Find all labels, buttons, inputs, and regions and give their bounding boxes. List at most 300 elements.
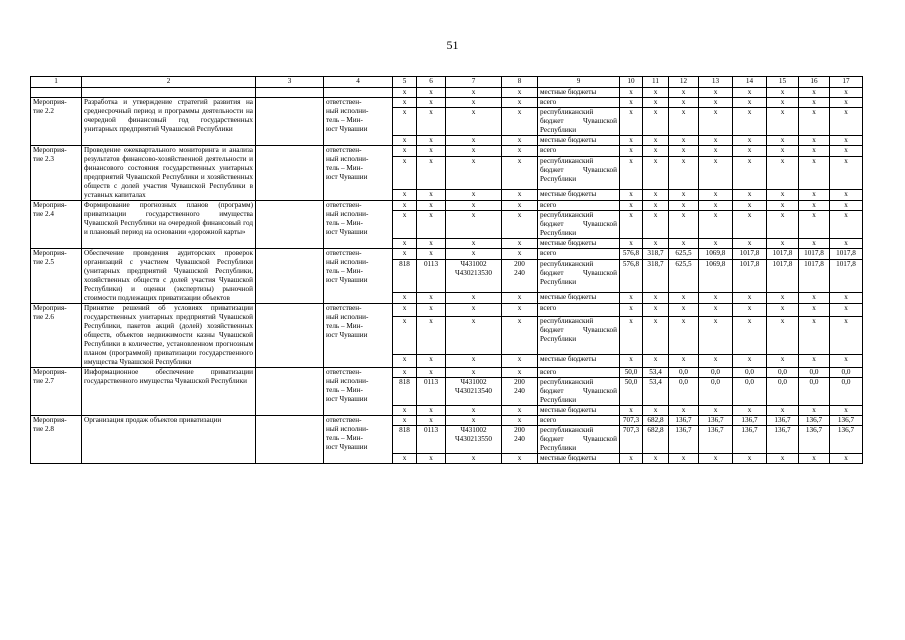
responsible-cell: ответствен- ный исполни- тель – Мин- юст Чувашии [324,201,393,249]
value-cell: x [767,239,799,249]
column-header: 1 [31,77,82,88]
grbs-code-cell: x [393,157,417,189]
target-article-cell: x [446,146,502,157]
expense-type-cell: x [502,239,538,249]
value-cell: 136,7 [699,426,733,454]
section-code-cell: 0113 [417,378,446,406]
value-cell: 0,0 [669,368,699,378]
grbs-code-cell: x [393,292,417,303]
participant-cell [256,146,324,201]
value-cell: x [669,317,699,354]
continuation-row [31,88,863,98]
expense-type-cell: x [502,136,538,146]
value-cell: x [799,239,830,249]
target-article-cell: x [446,416,502,426]
value-cell: x [669,98,699,108]
value-cell: 1017,8 [767,260,799,292]
value-cell: 0,0 [830,368,863,378]
value-cell: x [767,454,799,464]
column-header: 6 [417,77,446,88]
value-cell: x [830,239,863,249]
value-cell: x [643,354,669,367]
column-header: 16 [799,77,830,88]
expense-type-cell: x [502,98,538,108]
measure-id-cell: Мероприя- тие 2.8 [31,416,82,464]
value-cell: x [669,136,699,146]
value-cell: x [767,157,799,189]
value-cell: x [669,292,699,303]
value-cell: x [733,454,767,464]
value-cell: x [620,211,643,239]
expense-type-cell: x [502,157,538,189]
value-cell: 318,7 [643,260,669,292]
grbs-code-cell: 818 [393,378,417,406]
section-code-cell: x [417,189,446,200]
table-row [31,249,863,260]
value-cell: 1017,8 [830,249,863,260]
value-cell: x [699,157,733,189]
value-cell: x [733,292,767,303]
value-cell: x [669,157,699,189]
column-header: 13 [699,77,733,88]
measure-name-cell: Проведение ежеквартального мониторинга и анализа результатов финансово-хозяйственной деятельности и финансового состояния государственных унитарных предприятий Чувашской Республики и хозяйственных обществ с долей участия Чувашской Республики в уставных капиталах [82,146,256,201]
value-cell: x [830,292,863,303]
value-cell: x [643,317,669,354]
budget-source-cell: всего [538,201,620,211]
value-cell: 0,0 [669,378,699,406]
value-cell: x [733,108,767,136]
value-cell: x [669,239,699,249]
measure-name-cell: Формирование прогнозных планов (программ) приватизации государственного имущества Чувашской Республики на очередной финансовый год и плановый период на основании «дорожной карты» [82,201,256,249]
budget-source-cell: местные бюджеты [538,136,620,146]
target-article-cell: x [446,317,502,354]
value-cell: x [620,189,643,200]
value-cell: 136,7 [830,426,863,454]
participant-cell [256,98,324,146]
value-cell: x [733,136,767,146]
participant-cell [256,304,324,368]
value-cell: 50,0 [620,368,643,378]
budget-source-cell: республиканский бюджет Чувашской Республики [538,260,620,292]
value-cell: x [643,406,669,416]
expense-type-cell: x [502,368,538,378]
budget-source-cell: местные бюджеты [538,88,620,98]
grbs-code-cell: x [393,406,417,416]
value-cell: 0,0 [699,368,733,378]
value-cell: 0,0 [767,378,799,406]
value-cell: x [643,157,669,189]
value-cell: x [643,211,669,239]
value-cell: x [699,211,733,239]
target-article-cell: x [446,304,502,317]
value-cell: x [699,98,733,108]
value-cell: x [767,292,799,303]
value-cell: x [799,454,830,464]
budget-source-cell: республиканский бюджет Чувашской Республики [538,317,620,354]
section-code-cell: x [417,201,446,211]
value-cell: 136,7 [669,426,699,454]
value-cell: x [733,317,767,354]
responsible-cell: ответствен- ный исполни- тель – Мин- юст Чувашии [324,98,393,146]
column-number-row [31,77,863,88]
code-cell: x [393,88,417,98]
value-cell: x [733,88,767,98]
value-cell: x [830,201,863,211]
value-cell: x [799,136,830,146]
value-cell: x [767,304,799,317]
value-cell: x [620,88,643,98]
measure-id-cell: Мероприя- тие 2.3 [31,146,82,201]
value-cell: x [799,88,830,98]
value-cell: 50,0 [620,378,643,406]
target-article-cell: Ч431002 Ч430213540 [446,378,502,406]
table-row [31,201,863,211]
participant-cell [256,201,324,249]
value-cell: x [830,211,863,239]
column-header: 7 [446,77,502,88]
page-number: 51 [446,38,459,52]
section-code-cell: x [417,304,446,317]
section-code-cell: x [417,98,446,108]
responsible-cell: ответствен- ный исполни- тель – Мин- юст Чувашии [324,416,393,464]
value-cell: x [799,317,830,354]
value-cell: x [799,354,830,367]
grbs-code-cell: x [393,416,417,426]
value-cell: x [830,354,863,367]
value-cell: x [643,136,669,146]
budget-source-cell: местные бюджеты [538,292,620,303]
responsible-cell: ответствен- ный исполни- тель – Мин- юст Чувашии [324,146,393,201]
table-row [31,146,863,157]
value-cell: 625,5 [669,260,699,292]
responsible-cell: ответствен- ный исполни- тель – Мин- юст Чувашии [324,304,393,368]
expense-type-cell: x [502,354,538,367]
table-row [31,304,863,317]
section-code-cell: x [417,368,446,378]
value-cell: 682,8 [643,426,669,454]
value-cell: x [767,146,799,157]
value-cell: 707,3 [620,416,643,426]
measure-id-cell: Мероприя- тие 2.5 [31,249,82,304]
expense-type-cell: x [502,201,538,211]
value-cell: 0,0 [799,368,830,378]
value-cell: 136,7 [767,426,799,454]
value-cell: x [767,201,799,211]
value-cell: 682,8 [643,416,669,426]
section-code-cell: x [417,406,446,416]
value-cell: 1017,8 [799,249,830,260]
value-cell: x [733,201,767,211]
section-code-cell: x [417,146,446,157]
target-article-cell: x [446,136,502,146]
value-cell: x [620,108,643,136]
budget-source-cell: местные бюджеты [538,239,620,249]
section-code-cell: x [417,239,446,249]
budget-source-cell: местные бюджеты [538,406,620,416]
value-cell: x [733,211,767,239]
table-row [31,416,863,426]
budget-source-cell: республиканский бюджет Чувашской Республики [538,157,620,189]
grbs-code-cell: x [393,189,417,200]
grbs-code-cell: x [393,239,417,249]
value-cell: 53,4 [643,378,669,406]
value-cell: 136,7 [767,416,799,426]
budget-source-cell: республиканский бюджет Чувашской Республики [538,108,620,136]
section-code-cell: x [417,108,446,136]
value-cell: 136,7 [799,416,830,426]
grbs-code-cell: x [393,201,417,211]
grbs-code-cell: x [393,304,417,317]
value-cell: 576,8 [620,249,643,260]
value-cell: x [799,189,830,200]
value-cell: x [669,354,699,367]
value-cell: x [830,454,863,464]
value-cell: x [799,292,830,303]
value-cell: 1017,8 [733,249,767,260]
cell-empty [82,88,256,98]
target-article-cell: x [446,249,502,260]
value-cell: x [767,189,799,200]
grbs-code-cell: x [393,454,417,464]
value-cell: x [767,317,799,354]
cell-empty [31,88,82,98]
column-header: 3 [256,77,324,88]
target-article-cell: x [446,354,502,367]
target-article-cell: x [446,292,502,303]
value-cell: 136,7 [830,416,863,426]
value-cell: x [830,136,863,146]
value-cell: x [830,317,863,354]
grbs-code-cell: x [393,211,417,239]
section-code-cell: x [417,211,446,239]
value-cell: x [799,98,830,108]
section-code-cell: x [417,249,446,260]
target-article-cell: x [446,454,502,464]
value-cell: x [830,406,863,416]
grbs-code-cell: x [393,136,417,146]
participant-cell [256,368,324,416]
value-cell: 136,7 [733,426,767,454]
value-cell: 0,0 [699,378,733,406]
value-cell: x [669,108,699,136]
measure-name-cell: Обеспечение проведения аудиторских проверок организаций с участием Чувашской Республики (унитарных предприятий Чувашской Республики, хозяйственных обществ с долей участия Чувашской Республики) и оценки (экспертизы) рыночной стоимости подлежащих приватизации объектов [82,249,256,304]
table-row [31,368,863,378]
value-cell: x [799,201,830,211]
value-cell: 1017,8 [830,260,863,292]
expense-type-cell: x [502,317,538,354]
value-cell: x [669,454,699,464]
expense-type-cell: 200 240 [502,260,538,292]
value-cell: x [620,201,643,211]
budget-source-cell: республиканский бюджет Чувашской Республики [538,378,620,406]
value-cell: x [620,292,643,303]
value-cell: x [733,304,767,317]
value-cell: x [643,88,669,98]
value-cell: 318,7 [643,249,669,260]
value-cell: 1017,8 [767,249,799,260]
target-article-cell: x [446,189,502,200]
value-cell: x [620,239,643,249]
column-header: 10 [620,77,643,88]
value-cell: 136,7 [733,416,767,426]
expense-type-cell: x [502,406,538,416]
budget-source-cell: местные бюджеты [538,454,620,464]
target-article-cell: Ч431002 Ч430213530 [446,260,502,292]
value-cell: 136,7 [699,416,733,426]
value-cell: x [767,136,799,146]
value-cell: x [767,88,799,98]
column-header: 8 [502,77,538,88]
value-cell: x [643,201,669,211]
expense-type-cell: x [502,108,538,136]
cell-empty [256,88,324,98]
value-cell: 53,4 [643,368,669,378]
target-article-cell: x [446,157,502,189]
value-cell: x [733,157,767,189]
section-code-cell: 0113 [417,426,446,454]
value-cell: x [799,406,830,416]
value-cell: x [669,189,699,200]
program-table [30,76,863,464]
value-cell: x [699,146,733,157]
value-cell: 0,0 [799,378,830,406]
expense-type-cell: x [502,416,538,426]
value-cell: x [767,354,799,367]
grbs-code-cell: x [393,317,417,354]
target-article-cell: x [446,98,502,108]
participant-cell [256,416,324,464]
value-cell: x [643,146,669,157]
measure-name-cell: Организация продаж объектов приватизации [82,416,256,464]
value-cell: x [643,292,669,303]
value-cell: x [767,211,799,239]
value-cell: x [669,211,699,239]
budget-source-cell: всего [538,249,620,260]
budget-source-cell: местные бюджеты [538,354,620,367]
measure-id-cell: Мероприя- тие 2.2 [31,98,82,146]
value-cell: x [767,108,799,136]
code-cell: x [446,88,502,98]
value-cell: 625,5 [669,249,699,260]
cell-empty [324,88,393,98]
column-header: 15 [767,77,799,88]
column-header: 4 [324,77,393,88]
budget-source-cell: местные бюджеты [538,189,620,200]
grbs-code-cell: x [393,249,417,260]
target-article-cell: x [446,239,502,249]
column-header: 5 [393,77,417,88]
budget-source-cell: республиканский бюджет Чувашской Республики [538,211,620,239]
value-cell: x [669,146,699,157]
section-code-cell: x [417,136,446,146]
expense-type-cell: x [502,292,538,303]
value-cell: x [733,98,767,108]
value-cell: x [799,146,830,157]
value-cell: x [830,98,863,108]
value-cell: x [620,146,643,157]
budget-source-cell: всего [538,368,620,378]
section-code-cell: x [417,354,446,367]
value-cell: x [669,88,699,98]
value-cell: 1017,8 [799,260,830,292]
value-cell: x [643,98,669,108]
column-header: 12 [669,77,699,88]
value-cell: x [799,211,830,239]
expense-type-cell: x [502,249,538,260]
value-cell: x [699,292,733,303]
table-row [31,98,863,108]
expense-type-cell: x [502,146,538,157]
section-code-cell: x [417,292,446,303]
value-cell: 0,0 [767,368,799,378]
column-header: 2 [82,77,256,88]
responsible-cell: ответствен- ный исполни- тель – Мин- юст Чувашии [324,249,393,304]
value-cell: x [767,98,799,108]
value-cell: x [830,146,863,157]
budget-source-cell: всего [538,416,620,426]
expense-type-cell: 200 240 [502,378,538,406]
grbs-code-cell: 818 [393,426,417,454]
value-cell: x [699,304,733,317]
target-article-cell: Ч431002 Ч430213550 [446,426,502,454]
grbs-code-cell: x [393,368,417,378]
value-cell: x [699,454,733,464]
section-code-cell: x [417,157,446,189]
value-cell: x [699,239,733,249]
value-cell: 1069,8 [699,249,733,260]
value-cell: x [699,136,733,146]
value-cell: x [830,88,863,98]
grbs-code-cell: x [393,108,417,136]
value-cell: 576,8 [620,260,643,292]
table-body [31,77,863,464]
value-cell: x [733,146,767,157]
value-cell: 0,0 [733,368,767,378]
value-cell: x [620,98,643,108]
grbs-code-cell: x [393,354,417,367]
grbs-code-cell: 818 [393,260,417,292]
budget-source-cell: всего [538,98,620,108]
section-code-cell: 0113 [417,260,446,292]
expense-type-cell: x [502,454,538,464]
expense-type-cell: x [502,211,538,239]
value-cell: x [699,406,733,416]
value-cell: x [620,406,643,416]
value-cell: x [669,201,699,211]
budget-source-cell: всего [538,304,620,317]
value-cell: x [643,189,669,200]
target-article-cell: x [446,201,502,211]
value-cell: 136,7 [799,426,830,454]
value-cell: x [643,454,669,464]
responsible-cell: ответствен- ный исполни- тель – Мин- юст Чувашии [324,368,393,416]
value-cell: 707,3 [620,426,643,454]
value-cell: x [669,304,699,317]
grbs-code-cell: x [393,98,417,108]
measure-name-cell: Информационное обеспечение приватизации государственного имущества Чувашской Республики [82,368,256,416]
value-cell: x [733,354,767,367]
budget-source-cell: всего [538,146,620,157]
value-cell: x [620,157,643,189]
value-cell: x [733,239,767,249]
measure-name-cell: Разработка и утверждение стратегий развития на среднесрочный период и программы деятельности на очередной финансовый год государственных унитарных предприятий Чувашской Республики [82,98,256,146]
value-cell: x [799,108,830,136]
expense-type-cell: x [502,304,538,317]
value-cell: 136,7 [669,416,699,426]
value-cell: x [830,157,863,189]
value-cell: x [620,136,643,146]
value-cell: x [699,189,733,200]
